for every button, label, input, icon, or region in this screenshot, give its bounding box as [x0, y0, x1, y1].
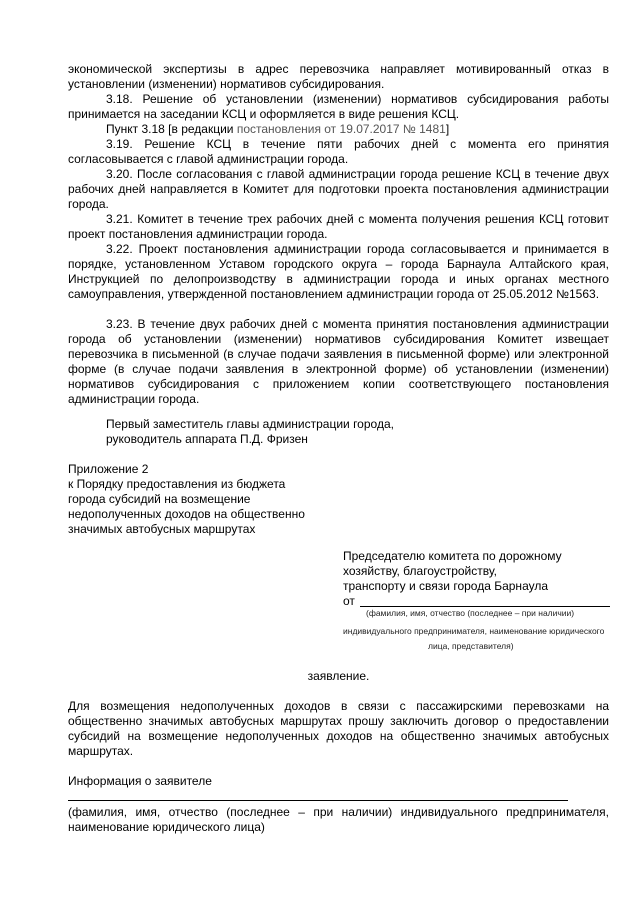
addressee-hint-3: лица, представителя): [428, 641, 514, 651]
paragraph-continuation: экономической экспертизы в адрес перевозчика направляет мотивированный отказ в установлении (изменении) нормативов субсидирования.: [68, 62, 609, 91]
appendix-header: [68, 462, 368, 537]
appendix-line-2: к Порядку предоставления из бюджета: [68, 477, 286, 491]
signature-line-2: руководитель аппарата П.Д. Фризен: [106, 432, 308, 446]
paragraph-3-19: 3.19. Решение КСЦ в течение пяти рабочих дней с момента его принятия согласовывается с главой администрации города.: [68, 137, 609, 166]
addressee-hint-1: (фамилия, имя, отчество (последнее – при наличии): [366, 608, 575, 618]
appendix-line-1: Приложение 2: [68, 462, 149, 476]
addressee-line-3: транспорту и связи города Барнаула: [343, 579, 549, 593]
statement-title: заявление.: [307, 669, 370, 683]
appendix-line-4: недополученных доходов на общественно: [68, 507, 305, 521]
addressee-line-1: Председателю комитета по дорожному: [343, 549, 562, 563]
statement-body: Для возмещения недополученных доходов в связи с пассажирскими перевозками на общественно значимых автобусных маршрутах прошу заключить договор о предоставлении субсидий на возмещение недополученных доходов на общественно значимых автобусных маршрутах.: [68, 699, 609, 758]
signature-block: [106, 417, 506, 447]
paragraph-3-22: 3.22. Проект постановления администрации города согласовывается и принимается в порядке, установленном Уставом городского округа – города Барнаула Алтайского края, Инструкцией по делопроизводству в администрации города и иных органах местного самоуправления, утвержденной постановлением администрации города от 25.05.2012 №1563.: [68, 242, 609, 301]
paragraph-3-20: 3.20. После согласования с главой администрации города решение КСЦ в течение двух рабочих дней направляется в Комитет для подготовки проекта постановления администрации города.: [68, 167, 609, 211]
paragraph-3-21: 3.21. Комитет в течение трех рабочих дней с момента получения решения КСЦ готовит проект постановления администрации города.: [68, 212, 609, 241]
amendment-note-tail: ]: [445, 122, 450, 136]
amendment-note: [68, 122, 609, 137]
amendment-note-lead: Пункт 3.18 [в редакции: [106, 122, 237, 136]
signature-line-1: Первый заместитель главы администрации города,: [106, 417, 394, 431]
appendix-line-5: значимых автобусных маршрутах: [68, 522, 256, 536]
addressee-hint-2: индивидуального предпринимателя, наименование юридического: [343, 626, 605, 636]
paragraph-3-18: 3.18. Решение об установлении (изменении) нормативов субсидирования работы принимается на заседании КСЦ и оформляется в виде решения КСЦ.: [68, 92, 609, 121]
applicant-hint: (фамилия, имя, отчество (последнее – при наличии) индивидуального предпринимателя, наименование юридического лица): [68, 805, 609, 834]
amendment-link[interactable]: постановления от 19.07.2017 № 1481: [236, 122, 446, 136]
from-label: от: [343, 594, 355, 608]
appendix-line-3: города субсидий на возмещение: [68, 492, 251, 506]
paragraph-3-23: 3.23. В течение двух рабочих дней с момента принятия постановления администрации города об установлении (изменении) нормативов субсидирования Комитет извещает перевозчика в письменной (в случае подачи заявления в письменной форме) или электронной форме (в случае подачи заявления в электронной форме) об установлении (изменении) нормативов субсидирования с приложением копии соответствующего постановления администрации города.: [68, 317, 609, 406]
applicant-heading: Информация о заявителе: [68, 774, 212, 788]
applicant-underline: [68, 800, 568, 801]
addressee-line-2: хозяйству, благоустройству,: [343, 564, 497, 578]
addressee-block: [343, 549, 613, 609]
